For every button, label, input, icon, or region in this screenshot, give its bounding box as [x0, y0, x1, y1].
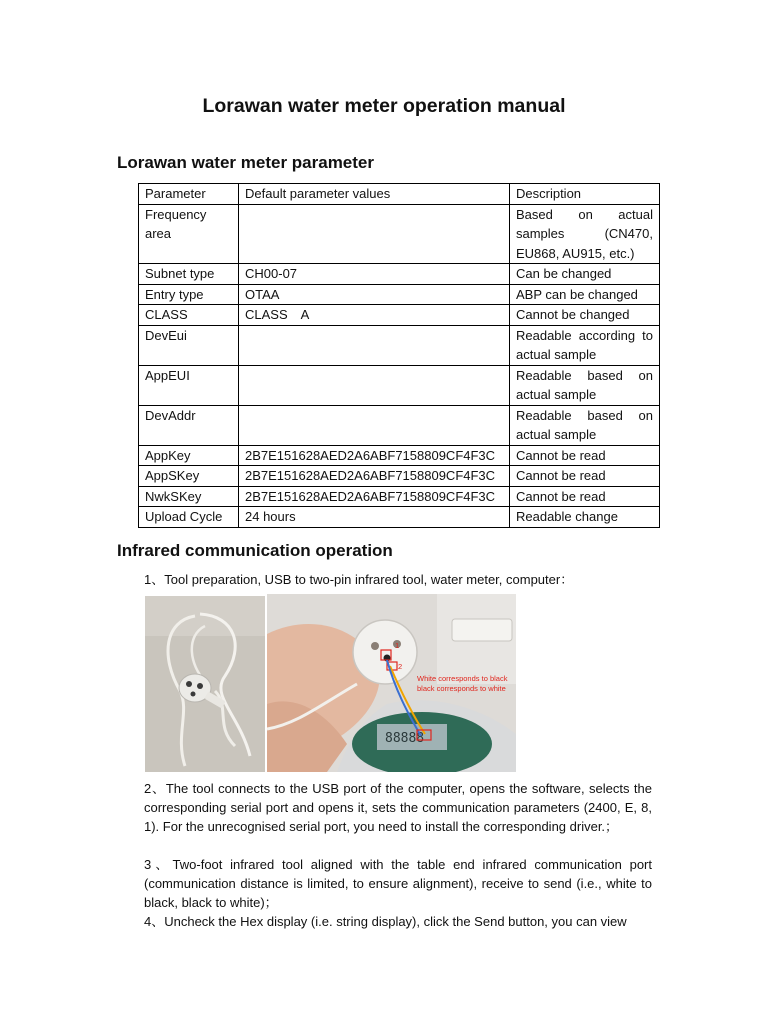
table-cell: Subnet type	[139, 264, 239, 285]
page-title: Lorawan water meter operation manual	[202, 95, 566, 117]
annotation-black-to-white: black corresponds to white	[417, 684, 506, 693]
table-cell: Can be changed	[510, 264, 660, 285]
step-2-text: 2、The tool connects to the USB port of the computer, opens the software, selects the corresponding serial port and opens it, sets the communication parameters (2400, E, 8, 1). For the unrecognised serial port, you need to install the corresponding driver.；	[144, 781, 652, 835]
table-row	[139, 507, 660, 528]
annotation-white-to-black: White corresponds to black	[417, 674, 508, 683]
table-cell: Cannot be read	[510, 486, 660, 507]
table-cell: AppEUI	[139, 365, 239, 405]
table-row	[139, 486, 660, 507]
section-heading-parameters: Lorawan water meter parameter	[117, 153, 374, 172]
annotation-marker-1: 1	[395, 641, 400, 650]
table-cell: Cannot be changed	[510, 305, 660, 326]
infrared-alignment-photo	[267, 594, 516, 772]
table-row	[139, 445, 660, 466]
section-heading-infrared: Infrared communication operation	[117, 541, 393, 560]
table-cell: Entry type	[139, 284, 239, 305]
table-cell: DevAddr	[139, 405, 239, 445]
step-4-text: 4、Uncheck the Hex display (i.e. string display), click the Send button, you can view	[144, 914, 627, 929]
table-cell	[239, 204, 510, 264]
table-header-cell: Default parameter values	[239, 184, 510, 205]
table-header-row	[139, 184, 660, 205]
table-cell: 2B7E151628AED2A6ABF7158809CF4F3C	[239, 466, 510, 487]
table-row	[139, 405, 660, 445]
table-cell: Cannot be read	[510, 445, 660, 466]
table-cell: CH00-07	[239, 264, 510, 285]
table-cell: AppKey	[139, 445, 239, 466]
table-row	[139, 325, 660, 365]
table-cell: CLASS A	[239, 305, 510, 326]
parameter-table	[138, 183, 660, 528]
svg-text:88888: 88888	[385, 731, 425, 746]
table-row	[139, 264, 660, 285]
table-cell: Cannot be read	[510, 466, 660, 487]
table-cell	[239, 405, 510, 445]
table-cell: OTAA	[239, 284, 510, 305]
table-cell: Based on actual samples (CN470, EU868, AU915, etc.)	[510, 204, 660, 264]
table-cell: ABP can be changed	[510, 284, 660, 305]
table-cell: Readable based on actual sample	[510, 405, 660, 445]
table-cell: NwkSKey	[139, 486, 239, 507]
table-cell: 24 hours	[239, 507, 510, 528]
table-cell: Readable according to actual sample	[510, 325, 660, 365]
step-1-text: 1、Tool preparation, USB to two-pin infrared tool, water meter, computer：	[144, 572, 574, 587]
table-cell: 2B7E151628AED2A6ABF7158809CF4F3C	[239, 445, 510, 466]
table-cell	[239, 325, 510, 365]
table-row	[139, 365, 660, 405]
table-row	[139, 284, 660, 305]
table-row	[139, 466, 660, 487]
table-row	[139, 305, 660, 326]
table-cell	[239, 365, 510, 405]
table-cell: Frequency area	[139, 204, 239, 264]
table-header-cell: Parameter	[139, 184, 239, 205]
table-cell: CLASS	[139, 305, 239, 326]
annotation-marker-2: 2	[398, 662, 403, 671]
table-cell: Readable change	[510, 507, 660, 528]
table-cell: AppSKey	[139, 466, 239, 487]
table-cell: Readable based on actual sample	[510, 365, 660, 405]
table-row	[139, 204, 660, 264]
table-cell: DevEui	[139, 325, 239, 365]
step-3-text: 3、Two-foot infrared tool aligned with the table end infrared communication port (communication distance is limited, to ensure alignment), receive to send (i.e., white to black, black to white)；	[144, 857, 652, 911]
table-cell: 2B7E151628AED2A6ABF7158809CF4F3C	[239, 486, 510, 507]
table-header-cell: Description	[510, 184, 660, 205]
table-cell: Upload Cycle	[139, 507, 239, 528]
infrared-cable-photo	[145, 596, 265, 772]
